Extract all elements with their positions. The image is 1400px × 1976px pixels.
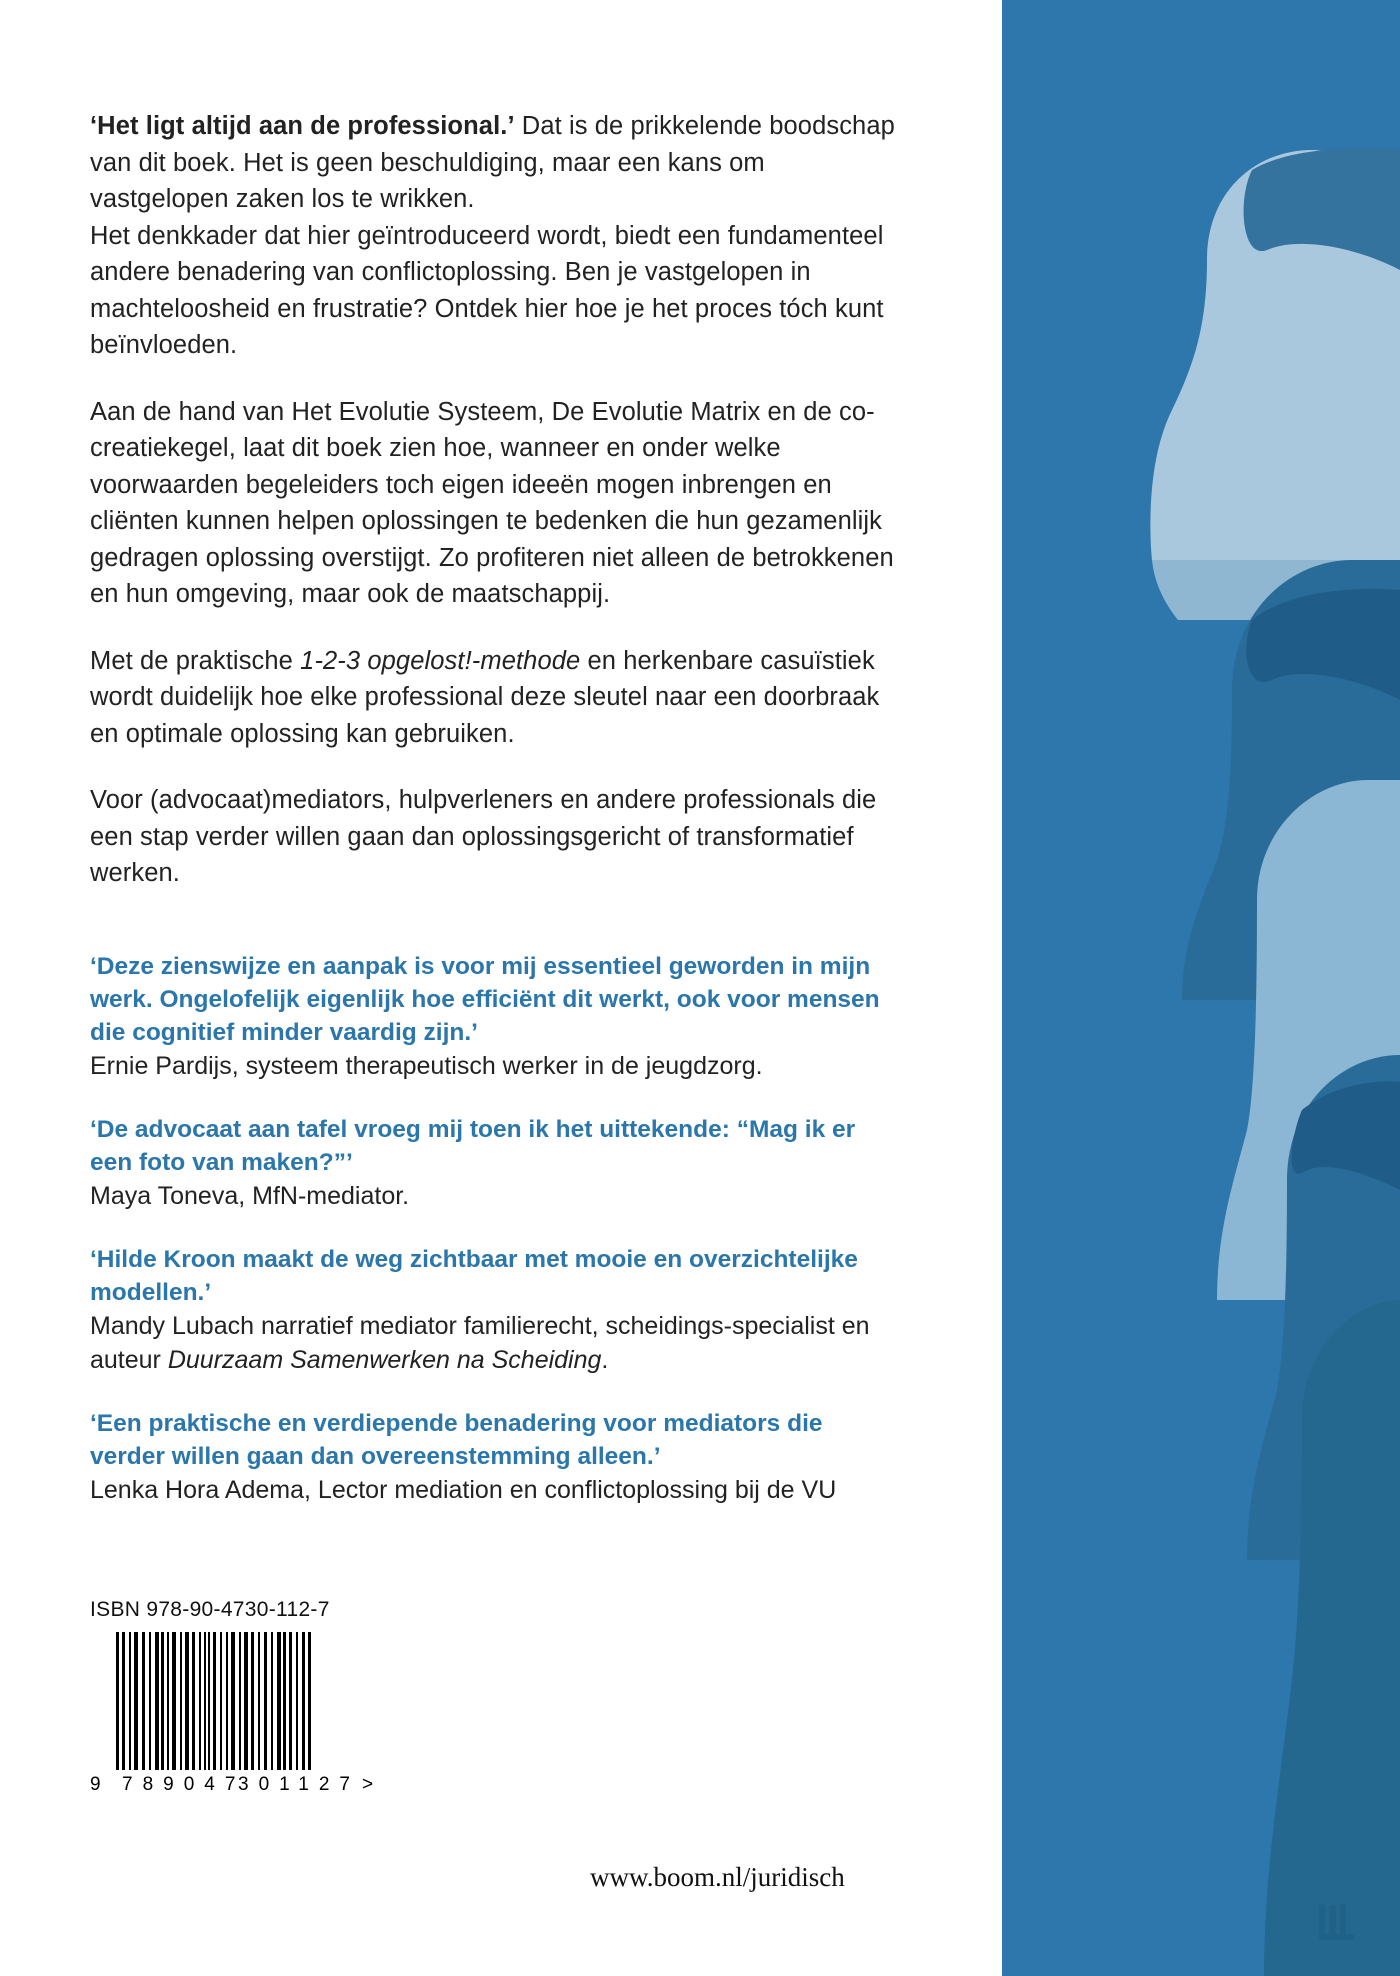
back-cover-text-column bbox=[90, 108, 900, 1537]
lead-bold-quote: ‘Het ligt altijd aan de professional.’ bbox=[90, 112, 515, 140]
testimonial-attribution: Lenka Hora Adema, Lector mediation en conflictoplossing bij de VU bbox=[90, 1475, 837, 1504]
isbn-label: ISBN 978-90-4730-112-7 bbox=[90, 1598, 330, 1621]
attribution-pre: Mandy Lubach narratief mediator familierecht, scheidings-specialist en auteur bbox=[90, 1311, 870, 1374]
testimonial-item bbox=[90, 1407, 900, 1507]
testimonial-attribution: Maya Toneva, MfN-mediator. bbox=[90, 1181, 410, 1210]
lead-rest: Dat is de prikkelende boodschap van dit boek. Het is geen beschuldiging, maar een kans om vastgelopen zaken los te wrikken. bbox=[90, 112, 895, 213]
testimonial-attribution bbox=[90, 1309, 900, 1377]
testimonial-quote: ‘Deze zienswijze en aanpak is voor mij essentieel geworden in mijn werk. Ongelofelijk eigenlijk hoe efficiënt dit werkt, ook voor mensen die cognitief minder vaardig zijn.’ bbox=[90, 952, 880, 1046]
decorative-blue-panel bbox=[1002, 0, 1400, 1976]
methode-post: en herkenbare casuïstiek wordt duidelijk hoe elke professional deze sleutel naar een doorbraak en optimale oplossing kan gebruiken. bbox=[90, 646, 880, 748]
attribution-post: . bbox=[601, 1345, 609, 1374]
methode-pre: Met de praktische bbox=[90, 646, 301, 675]
testimonial-list bbox=[90, 950, 900, 1507]
publisher-website: www.boom.nl/juridisch bbox=[590, 1862, 845, 1892]
testimonial-quote: ‘Hilde Kroon maakt de weg zichtbaar met mooie en overzichtelijke modellen.’ bbox=[90, 1245, 858, 1306]
isbn-barcode bbox=[90, 1632, 390, 1795]
paragraph-audience: Voor (advocaat)mediators, hulpverleners en andere professionals die een stap verder willen gaan dan oplossingsgericht of transformatief werken. bbox=[90, 786, 877, 887]
paragraph-methode bbox=[90, 643, 900, 753]
paragraph-intro bbox=[90, 108, 900, 364]
barcode-digits bbox=[90, 1774, 390, 1796]
head-silhouettes-illustration bbox=[1002, 0, 1400, 1976]
paragraph-evolutie-systeem: Aan de hand van Het Evolutie Systeem, De Evolutie Matrix en de co-creatiekegel, laat dit boek zien hoe, wanneer en onder welke voorwaarden begeleiders toch eigen ideeën mogen inbrengen en cliënten kunnen helpen oplossingen te bedenken die hun gezamenlijk gedragen oplossing overstijgt. Zo profiteren niet alleen de betrokkenen en hun omgeving, maar ook de maatschappij. bbox=[90, 397, 894, 608]
testimonial-quote: ‘Een praktische en verdiepende benadering voor mediators die verder willen gaan dan overeenstemming alleen.’ bbox=[90, 1409, 823, 1470]
testimonial-item bbox=[90, 1113, 900, 1213]
methode-title: 1-2-3 opgelost!-methode bbox=[300, 646, 581, 675]
lead-line2: Het denkkader dat hier geïntroduceerd wordt, biedt een fundamenteel andere benadering van conflictoplossing. Ben je vastgelopen in machteloosheid en frustratie? Ontdek hier hoe je het proces tóch kunt beïnvloeden. bbox=[90, 221, 884, 359]
barcode-trailing-mark: > bbox=[362, 1774, 374, 1795]
barcode-bars bbox=[90, 1632, 390, 1770]
barcode-digit-group1: 789047 bbox=[122, 1774, 246, 1795]
publisher-logo-icon bbox=[1314, 1896, 1366, 1948]
testimonial-item bbox=[90, 1243, 900, 1377]
isbn-block bbox=[90, 1598, 410, 1795]
testimonial-attribution: Ernie Pardijs, systeem therapeutisch werker in de jeugdzorg. bbox=[90, 1051, 763, 1080]
attribution-book-title: Duurzaam Samenwerken na Scheiding bbox=[167, 1345, 602, 1374]
barcode-digit-lead: 9 bbox=[90, 1774, 101, 1795]
testimonial-item bbox=[90, 950, 900, 1083]
testimonial-quote: ‘De advocaat aan tafel vroeg mij toen ik het uittekende: “Mag ik er een foto van maken?”’ bbox=[90, 1115, 856, 1176]
barcode-digit-group2: 301127 bbox=[238, 1774, 360, 1795]
